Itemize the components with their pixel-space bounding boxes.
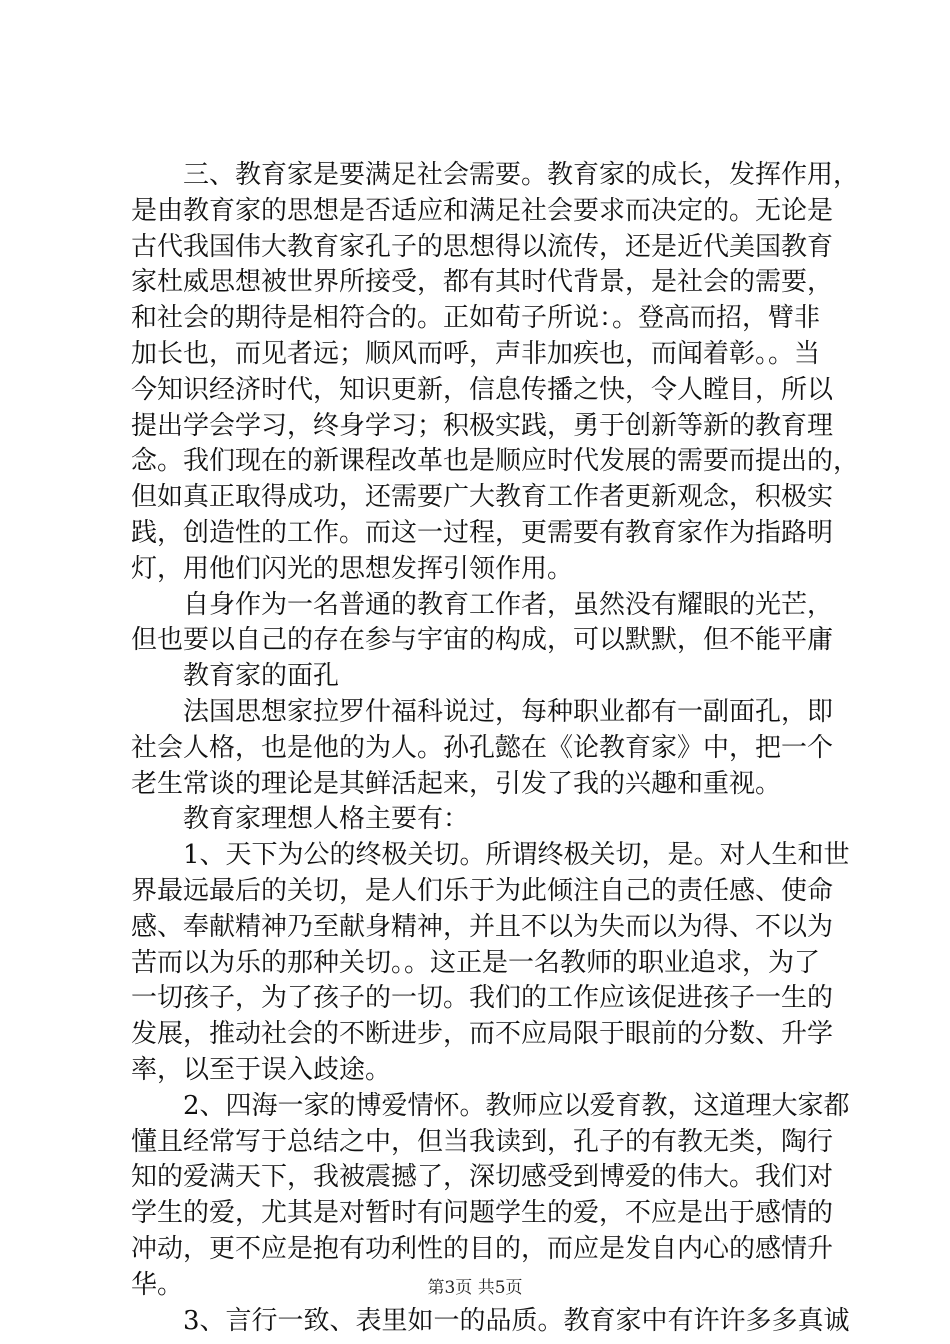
text-line: 华。 — [131, 1269, 184, 1300]
paragraph-point-3 — [131, 1304, 850, 1340]
text-line: 一切孩子，为了孩子的一切。我们的工作应该促进孩子一生的 — [131, 983, 834, 1014]
text-line: 法国思想家拉罗什福科说过，每种职业都有一副面孔，即 — [183, 696, 834, 727]
text-line: 念。我们现在的新课程改革也是顺应时代发展的需要而提出的， — [131, 446, 860, 477]
text-line: 苦而以为乐的那种关切。。这正是一名教师的职业追求，为了 — [131, 947, 821, 978]
text-line: 三、教育家是要满足社会需要。教育家的成长，发挥作用， — [183, 160, 860, 190]
text-line: 2、四海一家的博爱情怀。教师应以爱育教，这道理大家都 — [183, 1090, 850, 1121]
text-line: 3、言行一致、表里如一的品质。教育家中有许许多多真诚 — [183, 1305, 850, 1336]
text-line: 古代我国伟大教育家孔子的思想得以流传，还是近代美国教育 — [131, 231, 834, 262]
text-line: 老生常谈的理论是其鲜活起来，引发了我的兴趣和重视。 — [131, 768, 782, 799]
text-line: 家杜威思想被世界所接受，都有其时代背景，是社会的需要， — [131, 267, 834, 298]
text-line: 感、奉献精神乃至献身精神，并且不以为失而以为得、不以为 — [131, 911, 834, 942]
text-line: 今知识经济时代，知识更新，信息传播之快，令人瞠目，所以 — [131, 374, 834, 405]
text-line: 冲动，更不应是抱有功利性的目的，而应是发自内心的感情升 — [131, 1233, 834, 1264]
text-line: 社会人格，也是他的为人。孙孔懿在《论教育家》中，把一个 — [131, 732, 834, 763]
section-heading — [131, 659, 831, 695]
text-line: 但也要以自己的存在参与宇宙的构成，可以默默，但不能平庸 — [131, 625, 834, 656]
paragraph-point-1 — [131, 838, 850, 1089]
text-line: 教育家理想人格主要有： — [183, 804, 470, 835]
text-line: 是由教育家的思想是否适应和满足社会要求而决定的。无论是 — [131, 195, 834, 226]
text-line: 知的爱满天下，我被震撼了，深切感受到博爱的伟大。我们对 — [131, 1162, 834, 1193]
paragraph-ideal-personality — [131, 802, 831, 838]
heading-educator-face: 教育家的面孔 — [183, 661, 340, 692]
text-line: 灯，用他们闪光的思想发挥引领作用。 — [131, 553, 574, 584]
paragraph-ordinary-educator — [131, 588, 834, 660]
paragraph-profession-face — [131, 695, 834, 802]
text-line: 学生的爱，尤其是对暂时有问题学生的爱，不应是出于感情的 — [131, 1198, 834, 1229]
paragraph-social-needs — [131, 158, 860, 588]
text-line: 加长也，而见者远；顺风而呼，声非加疾也，而闻着彰。。当 — [131, 338, 821, 369]
document-body — [131, 158, 860, 1339]
text-line: 自身作为一名普通的教育工作者，虽然没有耀眼的光芒， — [183, 589, 834, 620]
text-line: 1、天下为公的终极关切。所谓终极关切，是。对人生和世 — [183, 840, 850, 871]
text-line: 但如真正取得成功，还需要广大教育工作者更新观念，积极实 — [131, 482, 834, 513]
text-line: 界最远最后的关切，是人们乐于为此倾注自己的责任感、使命 — [131, 875, 834, 906]
page-number-footer: 第3页 共5页 — [427, 1278, 523, 1298]
text-line: 率，以至于误入歧途。 — [131, 1054, 392, 1085]
text-line: 践，创造性的工作。而这一过程，更需要有教育家作为指路明 — [131, 517, 834, 548]
text-line: 懂且经常写于总结之中，但当我读到，孔子的有教无类，陶行 — [131, 1126, 834, 1157]
text-line: 发展，推动社会的不断进步，而不应局限于眼前的分数、升学 — [131, 1019, 834, 1050]
text-line: 提出学会学习，终身学习；积极实践，勇于创新等新的教育理 — [131, 410, 834, 441]
paragraph-point-2 — [131, 1089, 850, 1304]
text-line: 和社会的期待是相符合的。正如荀子所说：。登高而招，臂非 — [131, 303, 821, 334]
